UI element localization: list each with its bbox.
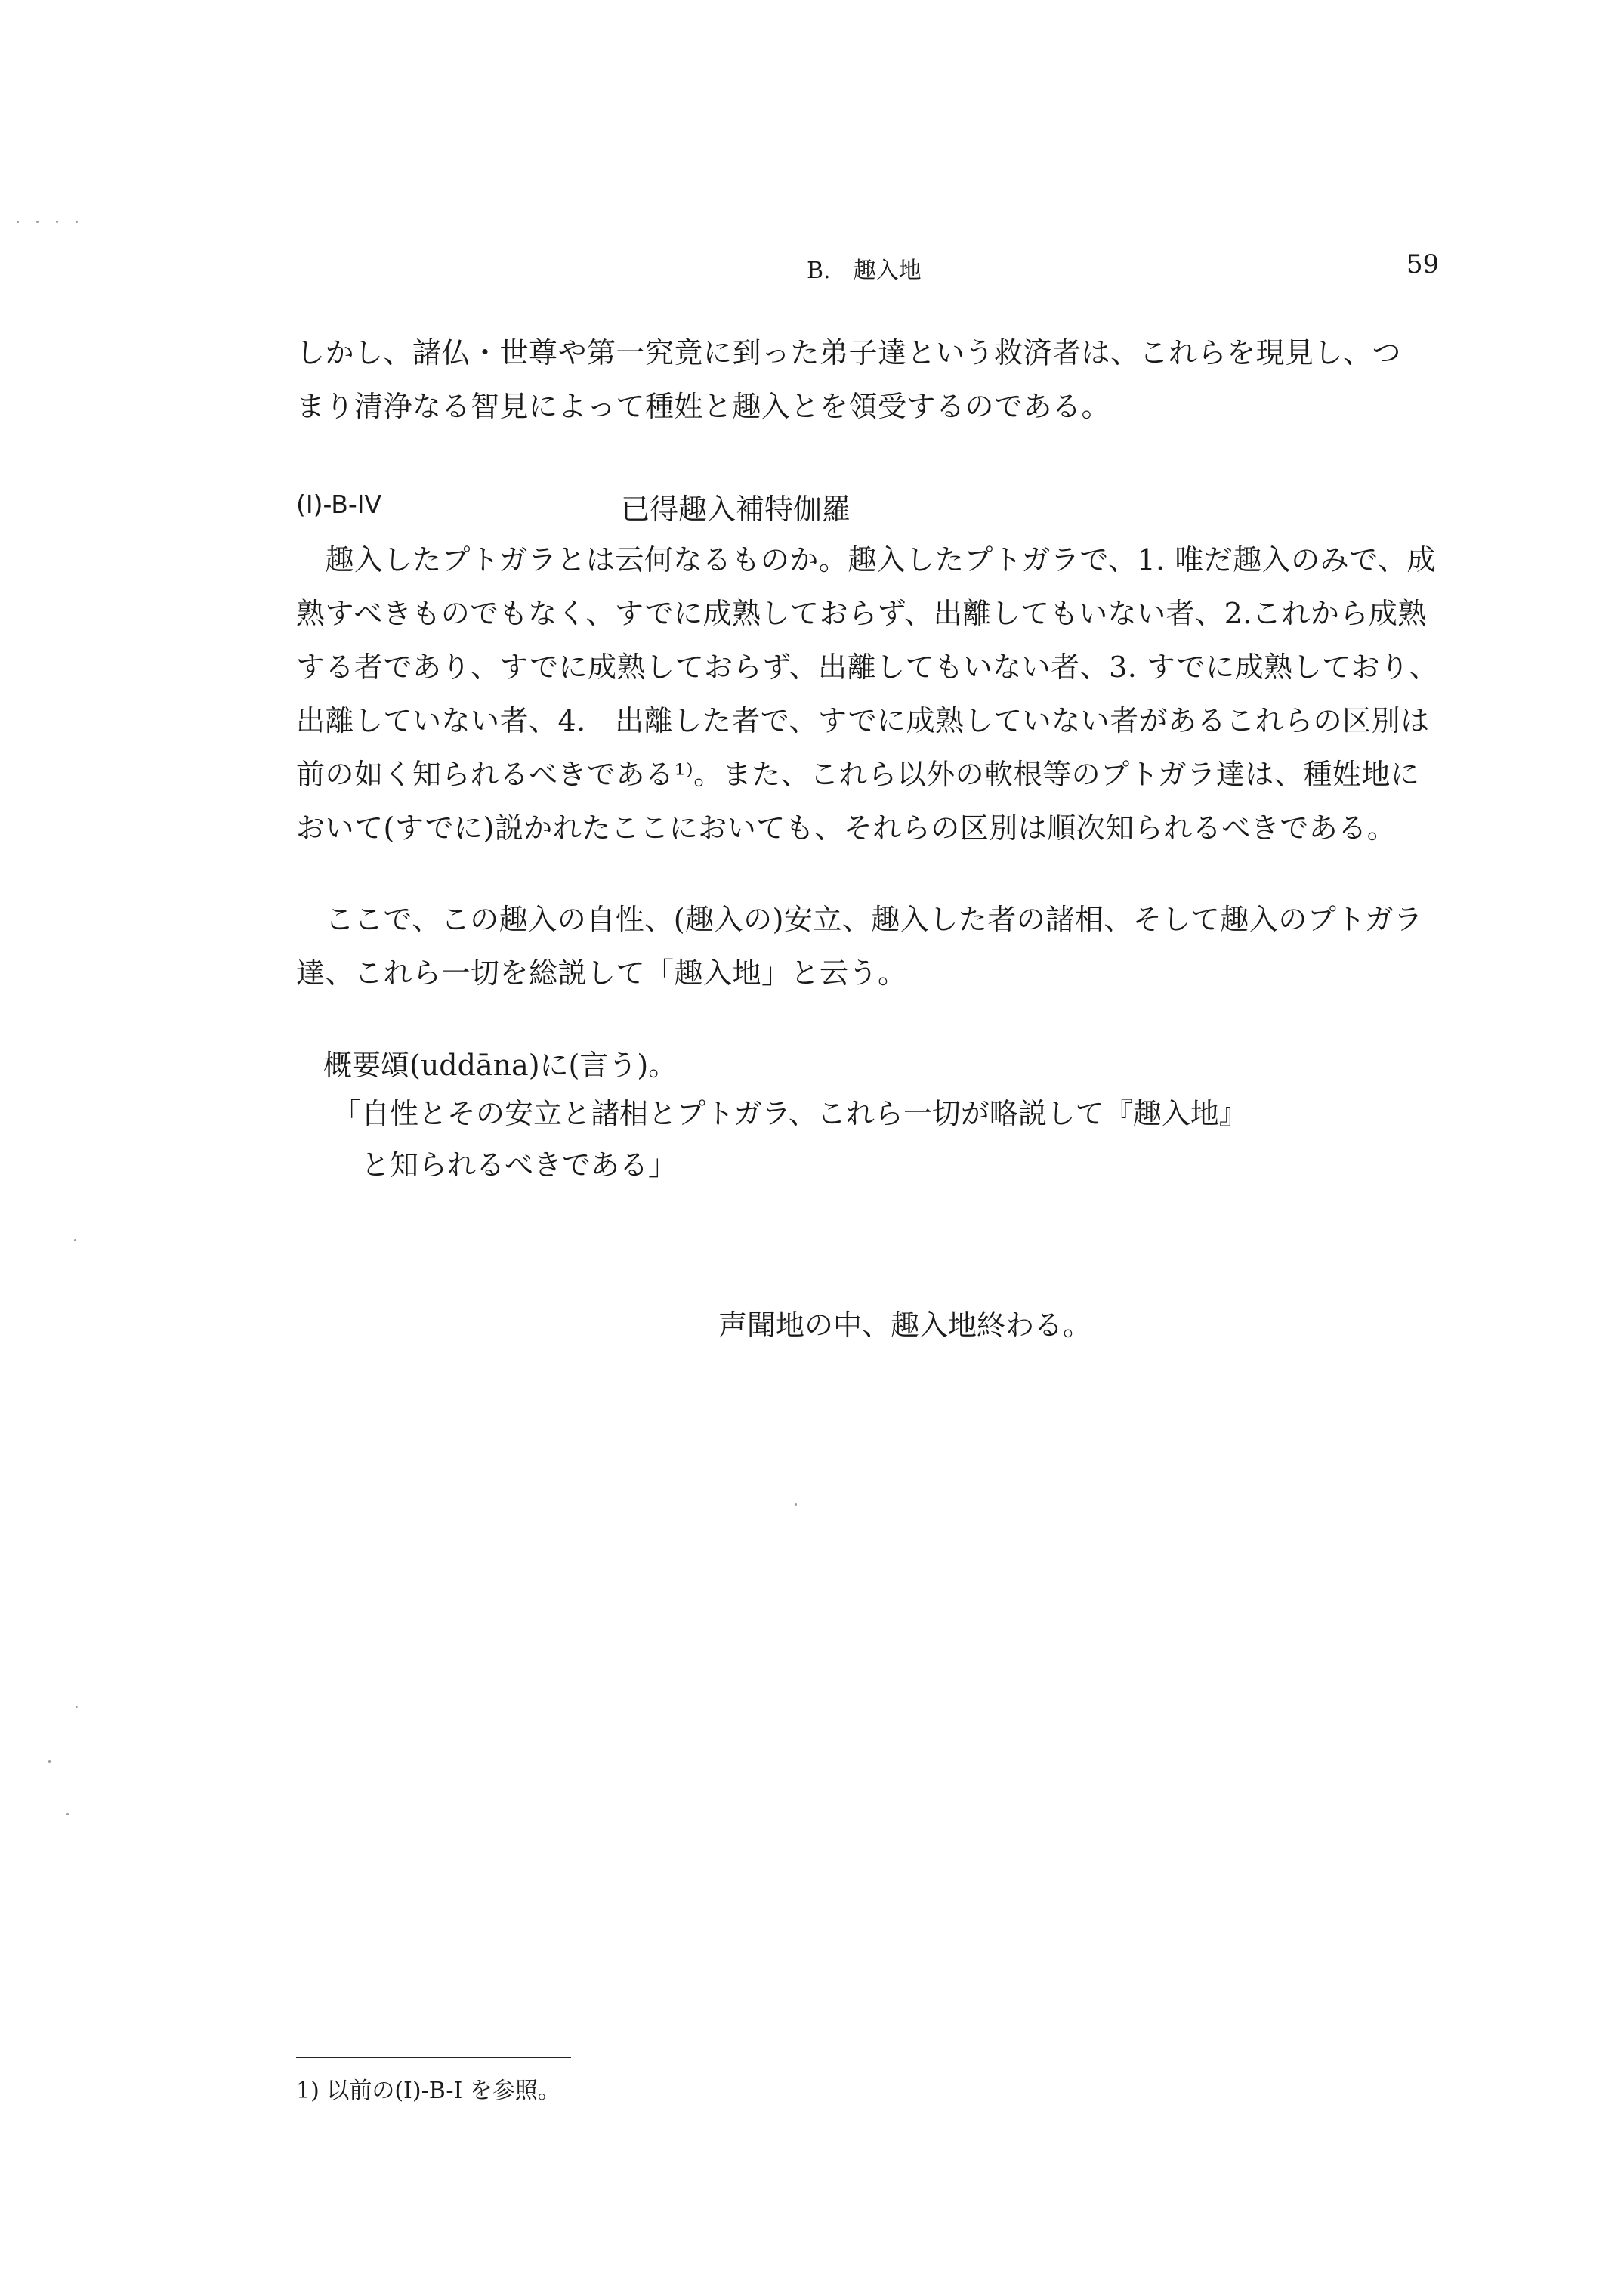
scan-speck bbox=[48, 1760, 51, 1763]
paragraph-line: 前の如く知られるべきである¹⁾。また、これら以外の軟根等のプトガラ達は、種姓地に bbox=[296, 758, 1420, 791]
paragraph-line: 出離していない者、4. 出離した者で、すでに成熟していない者があるこれらの区別は bbox=[296, 704, 1430, 737]
footnote: 1) 以前の(I)-B-I を参照。 bbox=[296, 2078, 560, 2104]
scan-speck bbox=[74, 1239, 76, 1241]
intro-paragraph bbox=[296, 326, 1474, 434]
paragraph-line: 達、これら一切を総説して「趣入地」と云う。 bbox=[296, 956, 907, 990]
paragraph-line: 熟すべきものでもなく、すでに成熟しておらず、出離してもいない者、2.これから成熟 bbox=[296, 597, 1427, 630]
uddana-intro: 概要頌(uddāna)に(言う)。 bbox=[323, 1049, 678, 1082]
paragraph-line: ここで、この趣入の自性、(趣入の)安立、趣入した者の諸相、そして趣入のプトガラ bbox=[296, 903, 1423, 936]
paragraph-line: まり清浄なる智見によって種姓と趣入とを領受するのである。 bbox=[296, 390, 1111, 423]
paragraph-line: おいて(すでに)説かれたここにおいても、それらの区別は順次知られるべきである。 bbox=[296, 811, 1397, 845]
scan-speck bbox=[66, 1813, 69, 1815]
summary-paragraph bbox=[296, 893, 1474, 1000]
paragraph-line: する者であり、すでに成熟しておらず、出離してもいない者、3. すでに成熟しており、 bbox=[296, 650, 1439, 684]
verse-line: と知られるべきである」 bbox=[332, 1148, 678, 1182]
verse-line: 「自性とその安立と諸相とプトガラ、これら一切が略説して『趣入地』 bbox=[332, 1097, 1248, 1130]
colophon: 声聞地の中、趣入地終わる。 bbox=[718, 1309, 1092, 1342]
scan-speck bbox=[76, 1706, 78, 1708]
page-number: 59 bbox=[1406, 249, 1440, 280]
scan-speck bbox=[17, 221, 19, 223]
footnote-rule bbox=[296, 2057, 571, 2058]
paragraph-line: しかし、諸仏・世尊や第一究竟に到った弟子達という救済者は、これらを現見し、つ bbox=[296, 336, 1402, 369]
section-title: 已得趣入補特伽羅 bbox=[621, 493, 851, 526]
running-head: B. 趣入地 bbox=[807, 258, 922, 284]
main-paragraph bbox=[296, 533, 1474, 855]
paragraph-line: 趣入したプトガラとは云何なるものか。趣入したプトガラで、1. 唯だ趣入のみで、成 bbox=[296, 543, 1437, 576]
scan-speck bbox=[76, 221, 78, 223]
section-id: (I)-B-IV bbox=[296, 490, 382, 519]
scan-speck bbox=[795, 1503, 797, 1506]
scan-speck bbox=[36, 221, 39, 223]
uddana-verse bbox=[332, 1088, 1248, 1191]
scan-speck bbox=[56, 221, 58, 223]
